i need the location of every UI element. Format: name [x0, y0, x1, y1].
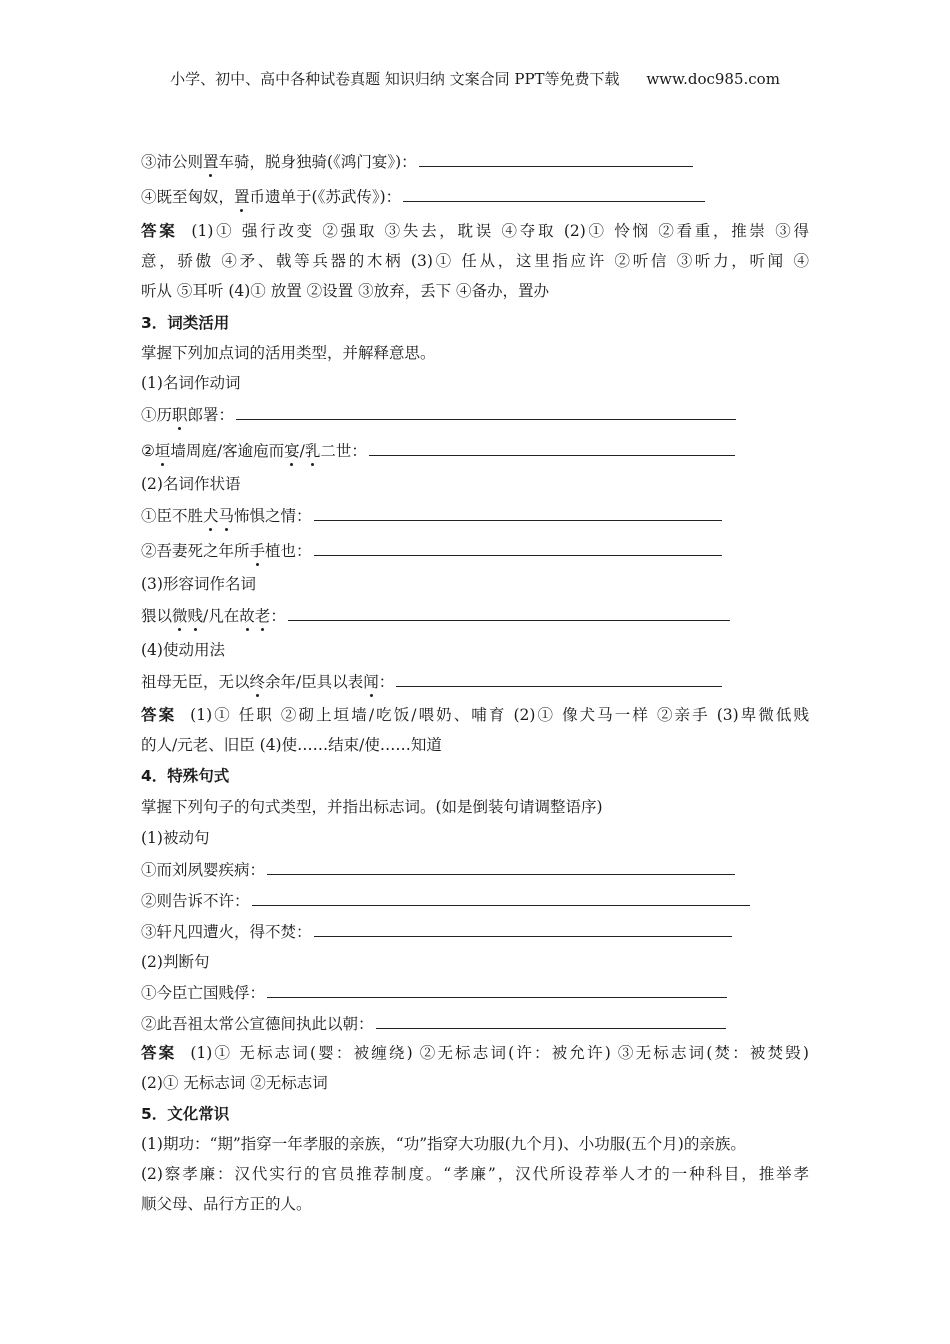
- sub-heading: (2)名词作状语: [141, 475, 241, 493]
- line-text: 车骑，脱身独骑(《鸿门宴》)：: [218, 153, 417, 171]
- sub-heading: (1)名词作动词: [141, 374, 241, 392]
- answer-blank[interactable]: [288, 606, 730, 621]
- answer-label: 答案: [141, 706, 177, 724]
- dotted-word: 故: [239, 607, 255, 625]
- answer-label: 答案: [141, 222, 178, 240]
- question-line: [141, 441, 735, 461]
- section-intro: 掌握下列句子的句式类型，并指出标志词。(如是倒装句请调整语序): [141, 798, 603, 816]
- answer-text: (1)① 无标志词(婴：被缠绕) ②无标志词(许：被允许) ③无标志词(焚：被焚毁): [190, 1044, 809, 1062]
- line-text: ①今臣亡国贱俘：: [141, 984, 266, 1002]
- answer-blank[interactable]: [396, 672, 722, 687]
- line-text: 墙周庭/客逾庖而: [170, 442, 285, 460]
- answer-blank[interactable]: [252, 891, 750, 906]
- dotted-word: 置: [203, 153, 219, 171]
- line-text: 猥以: [141, 607, 173, 625]
- paragraph: 顺父母、品行方正的人。: [141, 1195, 312, 1213]
- line-text: 怖惧之情：: [234, 507, 312, 525]
- dotted-word: 犬: [203, 507, 219, 525]
- dotted-word: 宴: [284, 442, 300, 460]
- answer-paragraph: [141, 251, 809, 271]
- dotted-word: 职: [172, 406, 188, 424]
- answer-blank[interactable]: [314, 506, 722, 521]
- dotted-word: 马: [218, 507, 235, 525]
- section-title: 4．特殊句式: [141, 767, 230, 785]
- answer-text: (1)① 任职 ②砌上垣墙/吃饭/喂奶、哺育 (2)① 像犬马一样 ②亲手 (3)卑微低贱: [190, 706, 809, 724]
- line-text: ②则告诉不许：: [141, 892, 250, 910]
- page-header: [0, 68, 950, 89]
- line-text: 祖母无臣，无以: [141, 673, 250, 691]
- answer-paragraph: [141, 735, 442, 755]
- line-text: ④既至匈奴，: [141, 188, 235, 206]
- line-text: 植也：: [265, 542, 312, 560]
- dotted-word: 置: [234, 188, 250, 206]
- answer-blank[interactable]: [236, 405, 736, 420]
- answer-paragraph: [141, 281, 549, 301]
- line-text: ：: [270, 607, 286, 625]
- dotted-word: 终: [249, 673, 266, 691]
- line-text: 郎署：: [187, 406, 235, 424]
- dotted-word: 垣: [154, 442, 171, 460]
- answer-blank[interactable]: [376, 1014, 726, 1029]
- dotted-word: 贱: [187, 607, 204, 625]
- answer-paragraph: [141, 221, 809, 241]
- line-text: ③轩凡四遭火，得不焚：: [141, 923, 312, 941]
- answer-text: 意，骄傲 ④矛、戟等兵器的木柄 (3)① 任从，这里指应许 ②听信 ③听力，听闻 ④: [141, 252, 809, 270]
- dotted-word: 手: [249, 542, 266, 560]
- header-text: 小学、初中、高中各种试卷真题 知识归纳 文案合同 PPT等免费下载: [170, 70, 620, 88]
- question-line: [141, 152, 693, 172]
- line-text: ②此吾祖太常公宣德间执此以朝：: [141, 1015, 374, 1033]
- question-line: [141, 187, 705, 207]
- sub-heading: (4)使动用法: [141, 641, 225, 659]
- question-line: [141, 606, 730, 626]
- answer-blank[interactable]: [267, 983, 727, 998]
- line-text: ①而刘夙婴疾病：: [141, 861, 266, 879]
- answer-label: 答案: [141, 1044, 177, 1062]
- line-text: /凡在: [203, 607, 240, 625]
- question-line: [141, 1014, 726, 1034]
- line-text: 余年/臣具以表: [265, 673, 364, 691]
- header-site: www.doc985.com: [646, 70, 780, 88]
- line-text: ①历: [141, 406, 173, 424]
- answer-text: 的人/元老、旧臣 (4)使……结束/使……知道: [141, 736, 442, 754]
- line-text: 币遗单于(《苏武传》)：: [249, 188, 402, 206]
- dotted-word: 微: [172, 607, 188, 625]
- answer-paragraph: [141, 705, 809, 725]
- line-text: ：: [378, 673, 395, 691]
- sub-heading: (1)被动句: [141, 829, 210, 847]
- line-text: 二世：: [320, 442, 367, 460]
- question-line: [141, 541, 722, 561]
- sub-heading: (3)形容词作名词: [141, 575, 256, 593]
- dotted-word: 闻: [363, 673, 379, 691]
- line-text: ③沛公则: [141, 153, 204, 171]
- question-line: [141, 506, 722, 526]
- answer-text: (1)① 强行改变 ②强取 ③失去，耽误 ④夺取 (2)① 怜悯 ②看重，推崇 ③得: [191, 222, 809, 240]
- dotted-word: 乳: [304, 442, 321, 460]
- question-line: [141, 860, 735, 880]
- answer-text: 听从 ⑤耳听 (4)① 放置 ②设置 ③放弃，丢下 ④备办，置办: [141, 282, 550, 300]
- question-line: [141, 891, 750, 911]
- question-line: [141, 983, 727, 1003]
- line-text: ①臣不胜: [141, 507, 204, 525]
- answer-blank[interactable]: [403, 187, 705, 202]
- section-title: 5．文化常识: [141, 1105, 230, 1123]
- paragraph: (2)察孝廉：汉代实行的官员推荐制度。“孝廉”，汉代所设荐举人才的一种科目，推举孝: [141, 1165, 809, 1183]
- answer-blank[interactable]: [314, 541, 722, 556]
- answer-blank[interactable]: [419, 152, 693, 167]
- question-line: [141, 922, 732, 942]
- dotted-word: 老: [254, 607, 271, 625]
- section-title: 3．词类活用: [141, 314, 230, 332]
- line-text: ②: [141, 442, 155, 460]
- question-line: [141, 405, 736, 425]
- line-text: ②吾妻死之年所: [141, 542, 250, 560]
- answer-paragraph: [141, 1043, 809, 1063]
- sub-heading: (2)判断句: [141, 953, 210, 971]
- section-intro: 掌握下列加点词的活用类型，并解释意思。: [141, 344, 436, 362]
- question-line: [141, 672, 722, 692]
- paragraph: (1)期功：“期”指穿一年孝服的亲族，“功”指穿大功服(九个月)、小功服(五个月)的亲族。: [141, 1135, 746, 1153]
- answer-blank[interactable]: [369, 441, 735, 456]
- answer-blank[interactable]: [267, 860, 735, 875]
- line-text: /: [299, 442, 305, 460]
- answer-blank[interactable]: [314, 922, 732, 937]
- answer-text: (2)① 无标志词 ②无标志词: [141, 1074, 328, 1092]
- answer-paragraph: [141, 1073, 328, 1093]
